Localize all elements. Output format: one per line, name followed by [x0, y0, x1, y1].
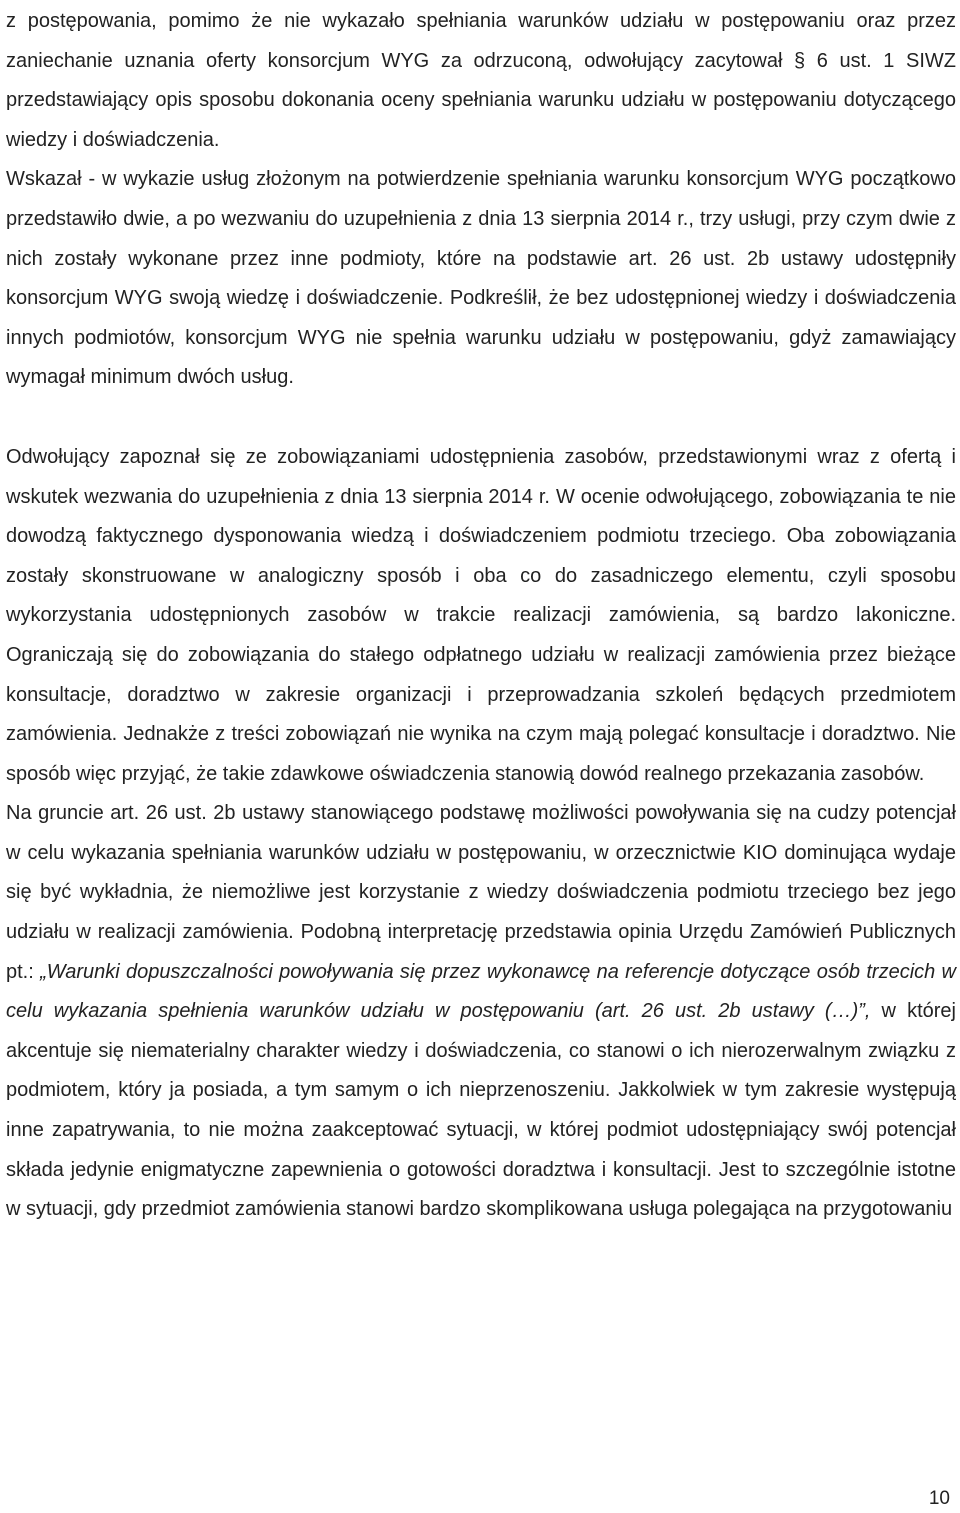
paragraph-1: z postępowania, pomimo że nie wykazało spełniania warunków udziału w postępowaniu oraz przez zaniechanie uznania oferty konsorcjum WYG za odrzuconą, odwołujący zacytował § 6 ust. 1 SIWZ przedstawiający opis sposobu dokonania oceny spełniania warunku udziału w postępowaniu dotyczącego wiedzy i doświadczenia.: [6, 10, 956, 151]
paragraph-4: [6, 794, 956, 1230]
document-page: [6, 2, 956, 1230]
paragraph-4-text-after: w której akcentuje się niematerialny charakter wiedzy i doświadczenia, co stanowi o ich nierozerwalnym związku z podmiotem, który ja posiada, a tym samym o ich nieprzenoszeniu. Jakkolwiek w tym zakresie występują inne zapatrywania, to nie można zaakceptować sytuacji, w której podmiot udostępniający swój potencjał składa jedynie enigmatyczne zapewnienia o gotowości doradztwa i konsultacji. Jest to szczególnie istotne w sytuacji, gdy przedmiot zamówienia stanowi bardzo skomplikowana usługa polegająca na przygotowaniu: [6, 1000, 956, 1221]
paragraph-2: Wskazał - w wykazie usług złożonym na potwierdzenie spełniania warunku konsorcjum WYG początkowo przedstawiło dwie, a po wezwaniu do uzupełnienia z dnia 13 sierpnia 2014 r., trzy usługi, przy czym dwie z nich zostały wykonane przez inne podmioty, które na podstawie art. 26 ust. 2b ustawy udostępniły konsorcjum WYG swoją wiedzę i doświadczenie. Podkreślił, że bez udostępnionej wiedzy i doświadczenia innych podmiotów, konsorcjum WYG nie spełnia warunku udziału w postępowaniu, gdyż zamawiający wymagał minimum dwóch usług.: [6, 168, 956, 389]
page-number: 10: [928, 1488, 950, 1509]
paragraph-3: Odwołujący zapoznał się ze zobowiązaniami udostępnienia zasobów, przedstawionymi wraz z ofertą i wskutek wezwania do uzupełnienia z dnia 13 sierpnia 2014 r. W ocenie odwołującego, zobowiązania te nie dowodzą faktycznego dysponowania wiedzą i doświadczeniem podmiotu trzeciego. Oba zobowiązania zostały skonstruowane w analogiczny sposób i oba co do zasadniczego elementu, czyli sposobu wykorzystania udostępnionych zasobów w trakcie realizacji zamówienia, są bardzo lakoniczne. Ograniczają się do zobowiązania do stałego odpłatnego udziału w realizacji zamówienia przez bieżące konsultacje, doradztwo w zakresie organizacji i przeprowadzania szkoleń będących przedmiotem zamówienia. Jednakże z treści zobowiązań nie wynika na czym mają polegać konsultacje i doradztwo. Nie sposób więc przyjąć, że takie zdawkowe oświadczenia stanowią dowód realnego przekazania zasobów.: [6, 445, 956, 785]
paragraph-4-text-before: Na gruncie art. 26 ust. 2b ustawy stanowiącego podstawę możliwości powoływania się na cudzy potencjał w celu wykazania spełniania warunków udziału w postępowaniu, w orzecznictwie KIO dominująca wydaje się być wykładnia, że niemożliwe jest korzystanie z wiedzy doświadczenia podmiotu trzeciego bez jego udziału w realizacji zamówienia. Podobną interpretację przedstawia opinia Urzędu Zamówień Publicznych pt.:: [6, 802, 956, 983]
paragraph-4-quoted-title: „Warunki dopuszczalności powoływania się przez wykonawcę na referencje dotyczące osób trzecich w celu wykazania spełnienia warunków udziału w postępowaniu (art. 26 ust. 2b ustawy (…)”,: [6, 960, 956, 1023]
